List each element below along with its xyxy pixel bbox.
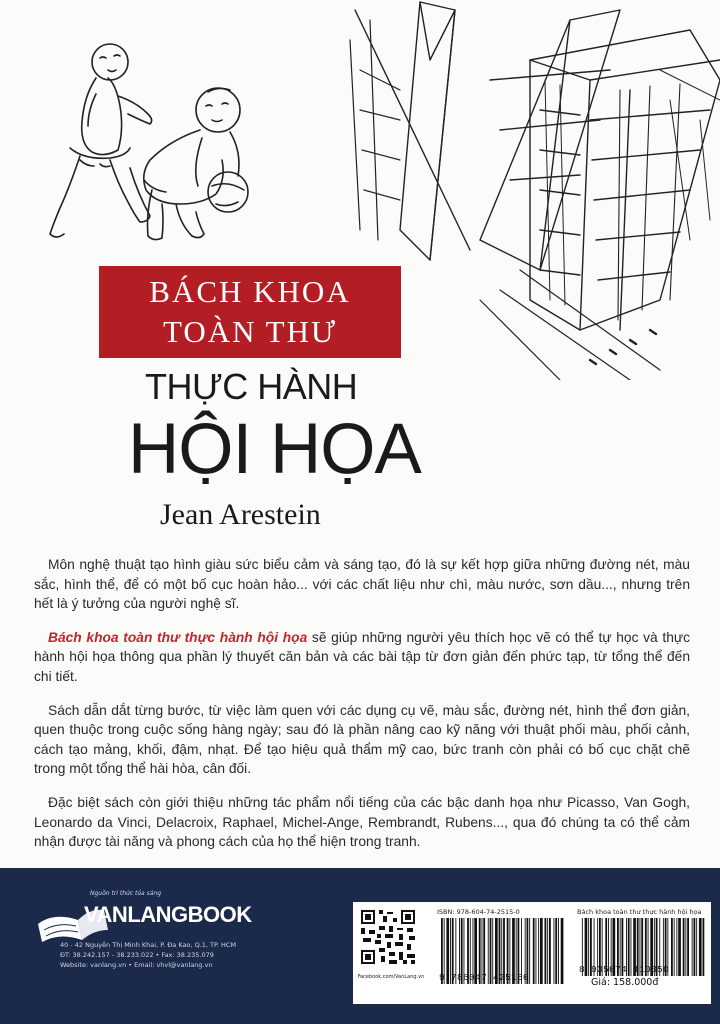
description-paragraph-4: Đặc biệt sách còn giới thiệu những tác phẩm nổi tiếng của các bậc danh họa như Picasso, Van Gogh, Leonardo da Vinci, Delacroix, Raphael, Michel-Ange, Rembrandt, Rubens..., qua đó chúng ta có thể cảm nhận được tài năng và phong cách của họ thể hiện trong tranh. — [34, 794, 690, 850]
author-name: Jean Arestein — [160, 498, 321, 531]
book-title-line1: THỰC HÀNH — [145, 366, 358, 407]
publisher-footer — [0, 868, 720, 1024]
publisher-contact — [60, 940, 236, 970]
product-digits: 8 935074 110350 — [577, 964, 707, 975]
qr-code-icon — [359, 908, 417, 966]
book-description — [34, 555, 690, 866]
description-paragraph-3: Sách dẫn dắt từng bước, từ việc làm quen với các dụng cụ vẽ, màu sắc, đường nét, hình thể đơn giản, quen thuộc trong cuộc sống hàng ngày; sau đó là phần nâng cao kỹ năng với thuật phối màu, phối cảnh, cách tạo mảng, khối, đậm, nhạt. Để tạo hiệu quả thẩm mỹ cao, bức tranh còn phải có bố cục chặt chẽ trong một tổng thể hài hòa, cân đối. — [34, 702, 690, 777]
description-paragraph-1: Môn nghệ thuật tạo hình giàu sức biểu cảm và sáng tạo, đó là sự kết hợp giữa những đường nét, màu sắc, hình thể, để có một bố cục hoàn hảo... với các chất liệu như chì, màu nước, sơn dầu..., nhưng trên hết là ý tưởng của người nghệ sĩ. — [34, 557, 690, 612]
publisher-phone: ĐT: 38.242.157 - 38.233.022 • Fax: 38.235.079 — [60, 951, 214, 959]
series-title-line2: TOÀN THƯ — [162, 314, 338, 349]
series-title-box — [99, 266, 401, 358]
babies-sketch — [40, 40, 280, 270]
qr-caption: Facebook.com/VanLang.vn — [357, 974, 425, 980]
isbn-digits: 9 786047 425150 — [437, 972, 567, 983]
publisher-name: VANLANGBOOK — [84, 902, 252, 927]
product-label: Bách khoa toàn thư thực hành hội họa — [577, 908, 702, 916]
price-label: Giá: 158.000đ — [591, 977, 659, 988]
isbn-label: ISBN: 978-604-74-2515-0 — [437, 908, 520, 916]
publisher-address: 40 - 42 Nguyễn Thị Minh Khai, P. Đa Kao, Q.1, TP. HCM — [60, 941, 237, 949]
isbn-barcode-block — [437, 906, 567, 983]
publisher-web: Website: vanlang.vn • Email: vhvl@vanlang.vn — [60, 961, 213, 969]
book-title-line2: HỘI HỌA — [128, 410, 421, 489]
book-title-highlight: Bách khoa toàn thư thực hành hội họa — [48, 629, 308, 645]
description-paragraph-2-text: sẽ giúp những người yêu thích học vẽ có thể tự học và thực hành hội họa thông qua phần lý thuyết căn bản và các bài tập từ đơn giản đến phức tạp, từ tổng thể đến chi tiết. — [34, 629, 691, 684]
series-title-line1: BÁCH KHOA — [149, 274, 351, 309]
publisher-tagline: Nguồn tri thức tỏa sáng — [90, 890, 162, 897]
description-paragraph-2 — [34, 628, 690, 687]
product-barcode-block — [577, 906, 707, 988]
barcode-panel — [353, 902, 711, 1004]
